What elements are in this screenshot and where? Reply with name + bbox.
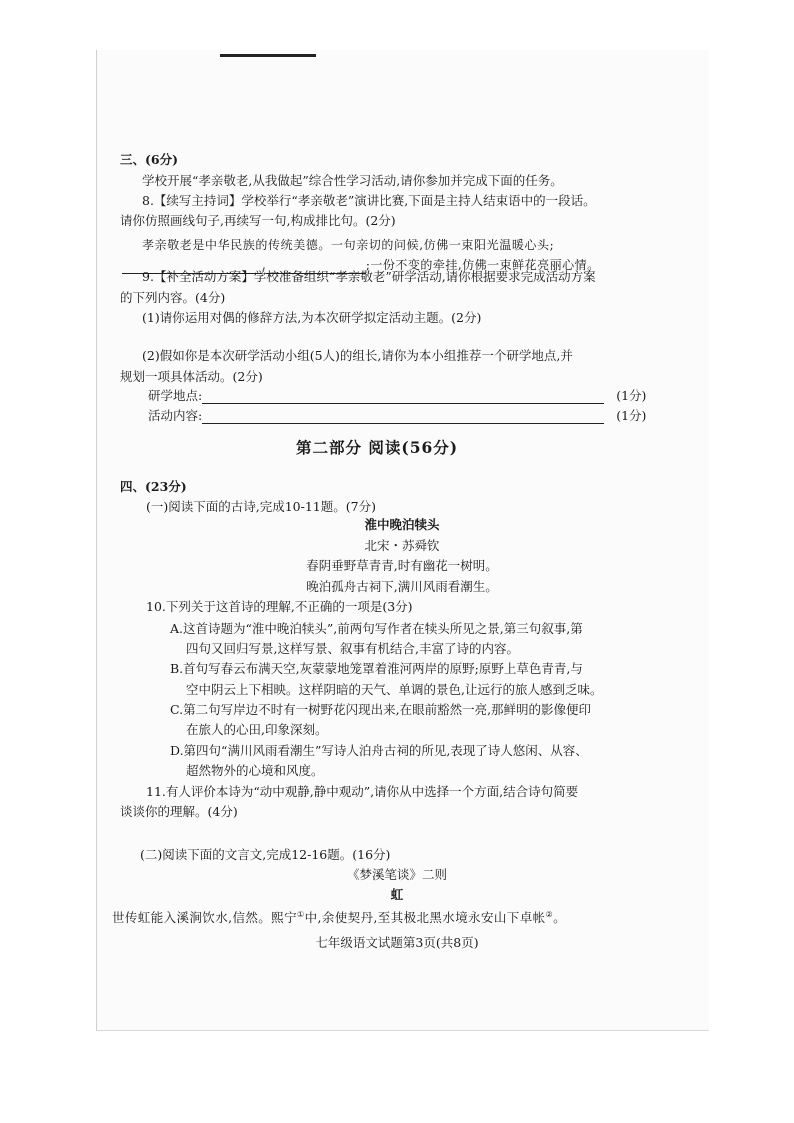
location-row — [148, 386, 670, 404]
section-3-intro: 学校开展“孝亲敬老,从我做起”综合性学习活动,请你参加并完成下面的任务。 — [142, 173, 563, 188]
section-4-sub1: (一)阅读下面的古诗,完成10-11题。(7分) — [146, 499, 376, 514]
q10-option-a-line1: A.这首诗题为“淮中晚泊犊头”,前两句写作者在犊头所见之景,第三句叙事,第 — [170, 621, 583, 636]
classic-text-line1: 世传虹能入溪涧饮水,信然。熙宁①中,余使契丹,至其极北黑水境永安山下卓帐②。 — [112, 910, 566, 926]
q10-option-a-line2: 四句又回归写景,这样写景、叙事有机结合,丰富了诗的内容。 — [186, 641, 519, 656]
q10-option-d-line1: D.第四句“满川风雨看潮生”写诗人泊舟古祠的所见,表现了诗人悠闲、从容、 — [170, 743, 588, 758]
footnote-marker-2[interactable]: ② — [545, 910, 554, 919]
q10-option-b-line1: B.首句写春云布满天空,灰蒙蒙地笼罩着淮河两岸的原野;原野上草色青青,与 — [170, 661, 583, 676]
poem-line-2: 晚泊孤舟古祠下,满川风雨看潮生。 — [306, 579, 498, 594]
q8-line2: 请你仿照画线句子,再续写一句,构成排比句。(2分) — [120, 213, 396, 228]
section-4-sub2: (二)阅读下面的文言文,完成12-16题。(16分) — [140, 847, 391, 862]
poem-title: 淮中晚泊犊头 — [364, 517, 440, 532]
q8-quote-line1: 孝亲敬老是中华民族的传统美德。一句亲切的问候,仿佛一束阳光温暖心头; — [142, 238, 555, 252]
q11-line1: 11.有人评价本诗为“动中观静,静中观动”,请你从中选择一个方面,结合诗句简要 — [146, 784, 579, 799]
location-label: 研学地点: — [148, 388, 203, 403]
q9-line1: 9.【补全活动方案】学校准备组织“孝亲敬老”研学活动,请你根据要求完成活动方案 — [142, 269, 596, 284]
page-footer: 七年级语文试题第3页(共8页) — [315, 935, 479, 950]
location-score: (1分) — [616, 388, 647, 403]
q8-quote-line2: , ;一份不变的牵挂,仿佛一束鲜花亮丽心情。 — [122, 256, 600, 274]
q9-sub1: (1)请你运用对偶的修辞方法,为本次研学拟定活动主题。(2分) — [142, 310, 482, 325]
poem-author: 北宋・苏舜钦 — [364, 538, 440, 553]
section-4-heading: 四、(23分) — [120, 479, 187, 494]
q9-sub2-line2: 规划一项具体活动。(2分) — [120, 369, 263, 384]
activity-score: (1分) — [616, 408, 647, 423]
classic-subtitle: 虹 — [390, 887, 404, 902]
top-rule — [220, 54, 316, 57]
q9-line2: 的下列内容。(4分) — [120, 290, 226, 305]
activity-row — [148, 406, 670, 424]
q8-line1: 8.【续写主持词】学校举行“孝亲敬老”演讲比赛,下面是主持人结束语中的一段话。 — [142, 193, 596, 208]
q10-stem: 10.下列关于这首诗的理解,不正确的一项是(3分) — [146, 599, 413, 614]
footnote-marker-1[interactable]: ① — [296, 910, 305, 919]
section-3-heading: 三、(6分) — [120, 152, 179, 167]
location-answer-line[interactable] — [202, 389, 604, 404]
classic-title: 《梦溪笔谈》二则 — [346, 867, 447, 882]
q9-sub2-line1: (2)假如你是本次研学活动小组(5人)的组长,请你为本小组推荐一个研学地点,并 — [142, 348, 573, 363]
poem-line-1: 春阴垂野草青青,时有幽花一树明。 — [306, 558, 498, 573]
q10-option-c-line2: 在旅人的心田,印象深刻。 — [186, 722, 328, 737]
part2-title: 第二部分 阅读(56分) — [296, 438, 459, 457]
activity-answer-line[interactable] — [202, 409, 604, 424]
q11-line2: 谈谈你的理解。(4分) — [120, 804, 238, 819]
q10-option-d-line2: 超然物外的心境和风度。 — [186, 763, 324, 778]
q10-option-c-line1: C.第二句写岸边不时有一树野花闪现出来,在眼前豁然一亮,那鲜明的影像便印 — [170, 702, 592, 717]
q10-option-b-line2: 空中阴云上下相映。这样阴暗的天气、单调的景色,让远行的旅人感到乏味。 — [186, 682, 603, 697]
activity-label: 活动内容: — [148, 408, 203, 423]
